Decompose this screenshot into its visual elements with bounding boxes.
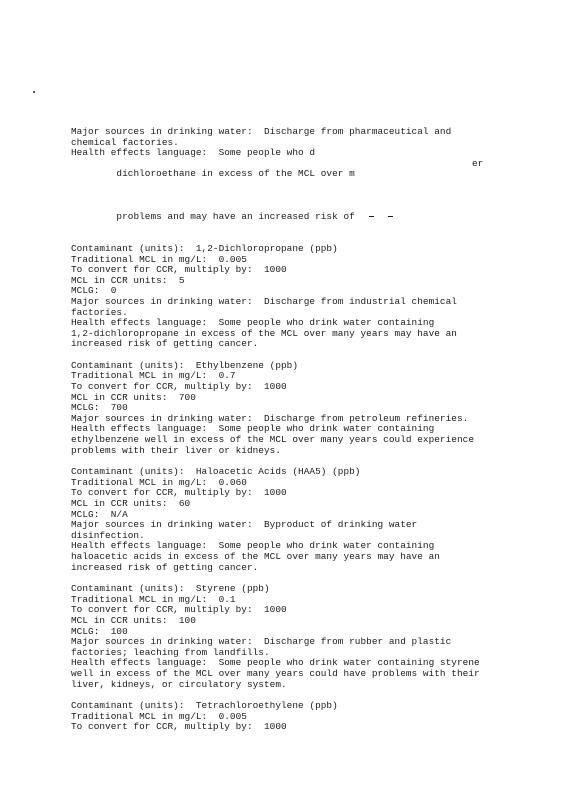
ccr-units-line: MCL in CCR units: 5 [71, 274, 185, 286]
scan-dash [388, 216, 393, 217]
health-line-trail: er [472, 157, 484, 169]
contaminant-name-line: Contaminant (units): Ethylbenzene (ppb) [71, 359, 299, 371]
health-line: liver, kidneys, or circulatory system. [71, 678, 287, 690]
health-line: problems and may have an increased risk of [116, 210, 355, 222]
mcl-line: Traditional MCL in mg/L: 0.1 [71, 593, 236, 605]
health-line: Health effects language: Some people who d [71, 147, 316, 159]
sources-line-cont: chemical factories. [71, 136, 179, 148]
document-body [71, 127, 501, 744]
health-line: haloacetic acids in excess of the MCL over many years may have an [71, 550, 440, 562]
contaminant-block [71, 361, 501, 456]
health-line: Health effects language: Some people who drink water containing styrene [71, 657, 480, 669]
mclg-line: MCLG: 100 [71, 625, 128, 637]
contaminant-name-line: Contaminant (units): 1,2-Dichloropropane (ppb) [71, 242, 338, 254]
health-line: well in excess of the MCL over many years could have problems with their [71, 667, 480, 679]
health-line: Health effects language: Some people who drink water containing [71, 540, 435, 552]
mclg-line: MCLG: N/A [71, 508, 128, 520]
scan-dash [369, 216, 374, 217]
convert-line: To convert for CCR, multiply by: 1000 [71, 487, 287, 499]
contaminant-block [71, 467, 501, 573]
mcl-line: Traditional MCL in mg/L: 0.005 [71, 710, 247, 722]
contaminant-name-line: Contaminant (units): Tetrachloroethylene (ppb) [71, 700, 338, 712]
mclg-line: MCLG: 0 [71, 285, 117, 297]
ccr-units-line: MCL in CCR units: 60 [71, 498, 191, 509]
mcl-line: Traditional MCL in mg/L: 0.005 [71, 253, 247, 265]
sources-line: Major sources in drinking water: Discharge from industrial chemical [71, 295, 457, 307]
contaminant-block [71, 584, 501, 690]
ccr-units-line: MCL in CCR units: 700 [71, 391, 196, 403]
partial-contaminant-block [71, 127, 501, 233]
sources-line: Major sources in drinking water: Discharge from rubber and plastic [71, 636, 452, 648]
contaminant-block-partial [71, 701, 501, 733]
health-line: Health effects language: Some people who drink water containing [71, 317, 435, 329]
health-line: 1,2-dichloropropane in excess of the MCL over many years may have an [71, 327, 457, 339]
health-line: ethylbenzene well in excess of the MCL over many years could experience [71, 434, 474, 446]
sources-line: Major sources in drinking water: Byproduct of drinking water [71, 519, 418, 531]
mcl-line: Traditional MCL in mg/L: 0.060 [71, 476, 247, 488]
health-line: dichloroethane in excess of the MCL over m [116, 168, 355, 180]
contaminant-block [71, 244, 501, 350]
convert-line: To convert for CCR, multiply by: 1000 [71, 604, 287, 616]
health-line: increased risk of getting cancer. [71, 338, 259, 350]
sources-line: factories. [71, 306, 128, 318]
health-line: increased risk of getting cancer. [71, 561, 259, 573]
mcl-line: Traditional MCL in mg/L: 0.7 [71, 370, 236, 382]
ccr-units-line: MCL in CCR units: 100 [71, 614, 196, 626]
sources-line: Major sources in drinking water: Discharge from petroleum refineries. [71, 412, 469, 424]
sources-line: Major sources in drinking water: Discharge from pharmaceutical and [71, 126, 452, 137]
convert-line: To convert for CCR, multiply by: 1000 [71, 264, 287, 276]
contaminant-name-line: Contaminant (units): Haloacetic Acids (HAA5) (ppb) [71, 466, 361, 478]
health-line-3-row [71, 201, 501, 233]
contaminant-name-line: Contaminant (units): Styrene (ppb) [71, 583, 270, 595]
health-line: Health effects language: Some people who drink water containing [71, 423, 435, 435]
convert-line: To convert for CCR, multiply by: 1000 [71, 721, 287, 733]
convert-line: To convert for CCR, multiply by: 1000 [71, 381, 287, 393]
sources-line: factories; leaching from landfills. [71, 646, 270, 658]
scan-speck [33, 91, 35, 93]
health-line: problems with their liver or kidneys. [71, 444, 282, 456]
sources-line: disinfection. [71, 529, 145, 541]
mclg-line: MCLG: 700 [71, 402, 128, 414]
health-line-2-row [71, 159, 501, 201]
